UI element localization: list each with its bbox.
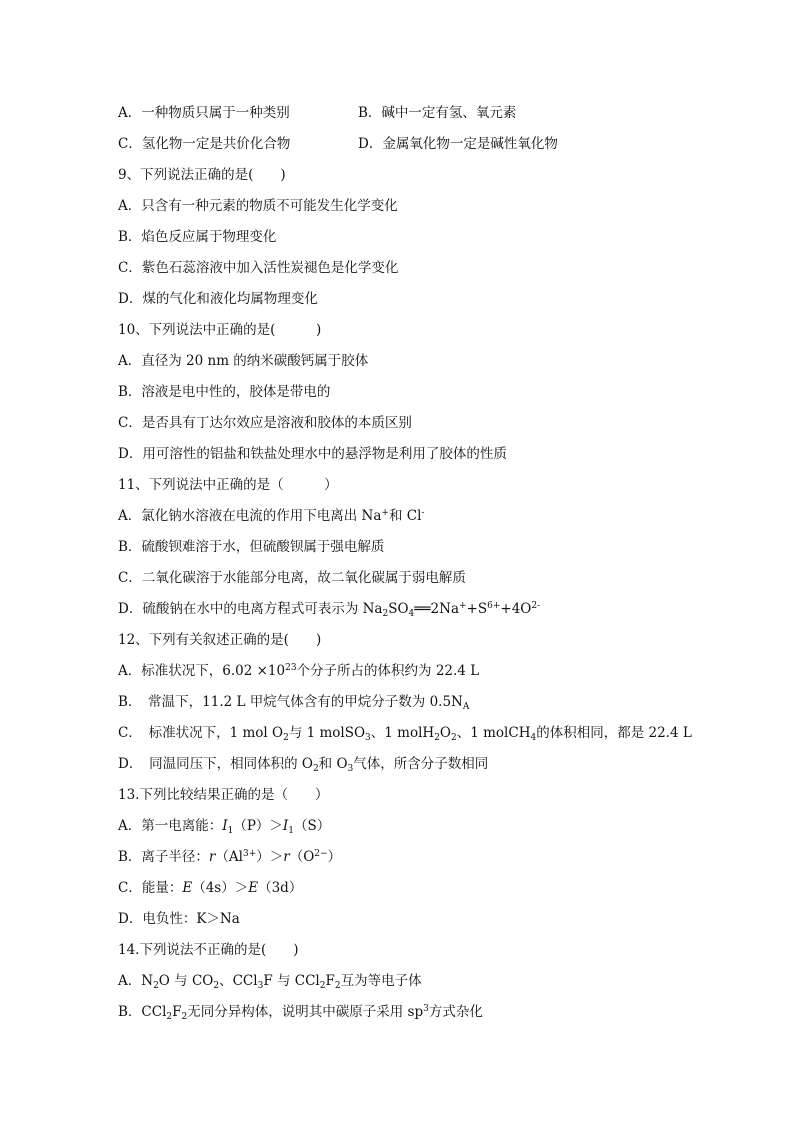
q11-option-b: B．硫酸钡难溶于水，但硫酸钡属于强电解质 (118, 539, 385, 555)
q10-option-c: C．是否具有丁达尔效应是溶液和胶体的本质区别 (118, 415, 412, 431)
q8-option-d: D．金属氧化物一定是碱性氧化物 (358, 136, 558, 152)
q14-stem: 14.下列说法不正确的是( ) (118, 942, 299, 958)
q10-stem: 10、下列说法中正确的是( ) (118, 322, 322, 338)
q12-option-b: B． 常温下，11.2 L 甲烷气体含有的甲烷分子数为 $0.5N_A$ (118, 694, 470, 712)
q12-option-c: C． 标准状况下，1 mol $O_2$与 1 molSO$_3$、1 $molH_2O_2$、1 molCH$_4$的体积相同，都是 22.4 L (118, 725, 692, 743)
q13-option-d: D．电负性：K＞Na (118, 911, 240, 927)
q9-option-b: B．焰色反应属于物理变化 (118, 229, 277, 245)
q11-option-c: C．二氧化碳溶于水能部分电离，故二氧化碳属于弱电解质 (118, 570, 466, 586)
q13-option-c: C．能量：E（4s）＞E（3d） (118, 880, 303, 896)
q9-stem: 9、下列说法正确的是( ) (118, 167, 286, 183)
q9-option-a: A．只含有一种元素的物质不可能发生化学变化 (118, 198, 398, 214)
q8-option-b: B．碱中一定有氢、氧元素 (358, 105, 517, 121)
q8-option-c: C．氢化物一定是共价化合物 (118, 136, 291, 152)
q14-option-a: A．$N_2O$ 与 $CO_2$、CCl$_3$F 与 $CCl_2F_2$互为等电子体 (118, 973, 422, 991)
q12-stem: 12、下列有关叙述正确的是( ) (118, 632, 322, 648)
q12-option-d: D． 同温同压下，相同体积的 $O_2$和 $O_3$气体，所含分子数相同 (118, 756, 489, 774)
q11-option-a: A．氯化钠水溶液在电流的作用下电离出 Na+和 Cl- (118, 508, 425, 524)
q9-option-c: C．紫色石蕊溶液中加入活性炭褪色是化学变化 (118, 260, 399, 276)
q12-option-a: A．标准状况下，$6.02 \times 10^{23}$个分子所占的体积约为 22.4 L (118, 663, 480, 679)
q8-option-a: A．一种物质只属于一种类别 (118, 105, 290, 121)
q13-stem: 13.下列比较结果正确的是（ ） (118, 787, 329, 803)
q10-option-a: A．直径为 20 nm 的纳米碳酸钙属于胶体 (118, 353, 369, 369)
q11-option-d: D．硫酸钠在水中的电离方程式可表示为 $Na_2SO_4══2Na^++S^{6+}+4O^{2-}$ (118, 601, 541, 619)
q10-option-b: B．溶液是电中性的，胶体是带电的 (118, 384, 331, 400)
q11-stem: 11、下列说法中正确的是（ ） (118, 477, 338, 493)
q13-option-b: B．离子半径：$r(Al^{3+})>r(O^{2-})$ (118, 849, 342, 865)
q10-option-d: D．用可溶性的铝盐和铁盐处理水中的悬浮物是利用了胶体的性质 (118, 446, 507, 462)
q14-option-b: B．$CCl_2F_2$无同分异构体，说明其中碳原子采用 $sp^3$方式杂化 (118, 1004, 483, 1022)
q9-option-d: D．煤的气化和液化均属物理变化 (118, 291, 318, 307)
q13-option-a: A．第一电离能：$I_1(P)>I_1(S)$ (118, 818, 331, 836)
